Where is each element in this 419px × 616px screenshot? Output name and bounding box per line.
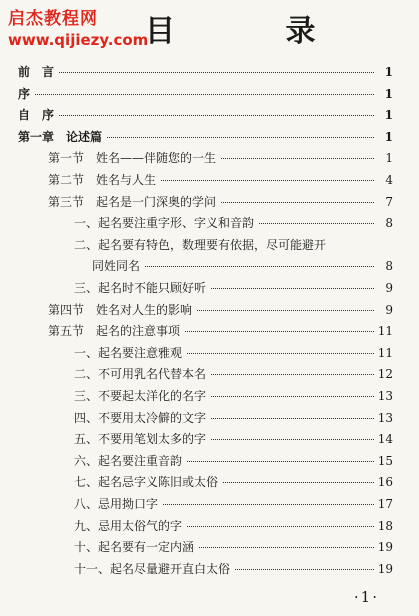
toc-entry-label: 三、起名时不能只顾好听: [74, 281, 207, 295]
toc-entry-page: 1: [384, 86, 393, 101]
toc-entry-label: 九、忌用太俗气的字: [74, 518, 183, 533]
toc-entry-page: 19: [377, 540, 393, 555]
toc-entry-page: 11: [377, 324, 393, 339]
toc-entry-label: 十一、起名尽量避开直白太俗: [74, 561, 231, 576]
toc-entry-page: 12: [377, 367, 393, 382]
dot-leader: [187, 353, 374, 354]
toc-entry: [74, 279, 393, 299]
toc-entry-label: 第四节 姓名对人生的影响: [48, 302, 193, 317]
dot-leader: [211, 439, 374, 440]
toc-entry-page: 9: [385, 281, 393, 295]
toc-entry: [74, 387, 393, 407]
dot-leader: [185, 331, 374, 332]
toc-entry-page: 16: [377, 475, 393, 490]
dot-leader: [59, 115, 374, 116]
dot-leader: [35, 94, 374, 95]
toc-entry: [18, 106, 393, 126]
toc-entry-page: 4: [385, 173, 393, 187]
toc-entry-label: 前 言: [18, 65, 55, 79]
watermark-site-name: 启杰教程网: [8, 9, 98, 29]
toc-entry-page: 17: [377, 497, 393, 511]
toc-entry-page: 1: [384, 108, 393, 123]
toc-entry: [74, 560, 393, 580]
toc-entry-label: 序: [18, 86, 31, 101]
toc-entry-label: 一、起名要注意雅观: [74, 345, 183, 360]
toc-entry: [74, 409, 393, 429]
dot-leader: [211, 288, 374, 289]
dot-leader: [197, 310, 374, 311]
dot-leader: [187, 461, 374, 462]
toc-entry: [74, 344, 393, 364]
toc-entry: [74, 365, 393, 385]
dot-leader: [107, 137, 374, 138]
toc-entry: [74, 452, 393, 472]
toc-entry: [74, 430, 393, 450]
toc-entry-page: 18: [377, 518, 393, 533]
toc-entry-label: 第三节 起名是一门深奥的学问: [48, 194, 217, 209]
toc-entry-label: 八、忌用拗口字: [74, 497, 159, 511]
toc-entry-label: 二、起名要有特色，数理要有依据，尽可能避开: [74, 237, 327, 252]
toc-entry-label: 五、不要用笔划太多的字: [74, 432, 207, 447]
toc-entry: [74, 495, 393, 515]
toc-entry-page: 19: [377, 561, 393, 576]
toc-entry-page: 15: [377, 453, 393, 468]
dot-leader: [187, 526, 374, 527]
toc-entry-page: 11: [377, 345, 393, 360]
toc-entry-page: 8: [385, 216, 393, 231]
dot-leader: [145, 266, 374, 267]
toc-entry: [92, 257, 393, 277]
toc-entry: [48, 149, 393, 169]
page-number: ·1·: [353, 588, 379, 606]
toc-entry-label: 第二节 姓名与人生: [48, 173, 157, 187]
toc-entry-label: 四、不要用太冷僻的文字: [74, 410, 207, 425]
toc-entry: [74, 517, 393, 537]
toc-entry-page: 1: [385, 151, 393, 166]
toc-entry: [48, 193, 393, 213]
toc-entry: [18, 85, 393, 105]
toc-entry-label: 自 序: [18, 108, 55, 123]
toc-entry: [74, 473, 393, 493]
toc-entry-label: 六、起名要注重音韵: [74, 453, 183, 468]
dot-leader: [221, 158, 374, 159]
toc-entry: [48, 322, 393, 342]
toc-entry-label: 三、不要起太洋化的名字: [74, 389, 207, 403]
toc-entry: [48, 301, 393, 321]
dot-leader: [211, 418, 374, 419]
toc-entry-page: 8: [385, 259, 393, 274]
dot-leader: [211, 396, 374, 397]
toc-entry: [74, 236, 393, 256]
dot-leader: [59, 72, 374, 73]
toc-entry-page: 7: [385, 194, 393, 209]
toc-entry-label: 第一章 论述篇: [18, 129, 103, 144]
dot-leader: [259, 223, 374, 224]
toc-entry: [74, 214, 393, 234]
dot-leader: [163, 504, 374, 505]
toc-entry: [48, 171, 393, 191]
toc-entry: [18, 63, 393, 83]
dot-leader: [199, 547, 374, 548]
page-title: 目 录: [145, 14, 366, 49]
dot-leader: [235, 569, 374, 570]
toc-entry-label: 一、起名要注重字形、字义和音韵: [74, 216, 255, 231]
toc-entry: [18, 128, 393, 148]
toc-entry-label: 同姓同名: [92, 259, 141, 274]
toc-entry-label: 第五节 起名的注意事项: [48, 324, 181, 339]
dot-leader: [223, 482, 374, 483]
dot-leader: [161, 180, 374, 181]
toc-entry-page: 13: [377, 410, 393, 425]
watermark: [8, 4, 148, 49]
dot-leader: [211, 374, 374, 375]
toc-entry-label: 七、起名忌字义陈旧或太俗: [74, 475, 219, 490]
toc-entry-page: 13: [377, 389, 393, 403]
toc-entry: [74, 538, 393, 558]
toc-entry-page: 9: [385, 302, 393, 317]
toc-entry-page: 14: [377, 432, 393, 447]
dot-leader: [221, 202, 374, 203]
toc-entry-label: 第一节 姓名——伴随您的一生: [48, 151, 217, 166]
toc-entry-label: 十、起名要有一定内涵: [74, 540, 195, 555]
toc-entry-page: 1: [384, 65, 393, 79]
toc-entry-page: 1: [384, 129, 393, 144]
toc-entry-label: 二、不可用乳名代替本名: [74, 367, 207, 382]
watermark-url: www.qijiezy.com: [8, 31, 149, 49]
